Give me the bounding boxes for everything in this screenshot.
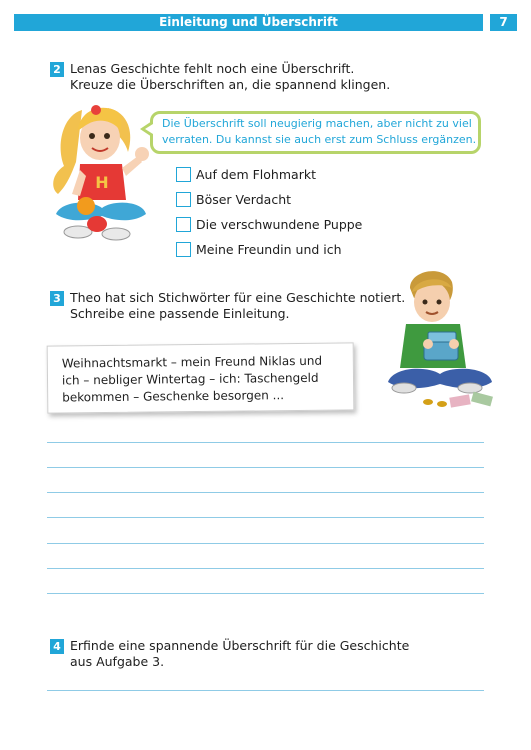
- boy-theo-illustration: [384, 264, 504, 412]
- task2-instruction-line2: Kreuze die Überschriften an, die spannend klingen.: [70, 77, 391, 92]
- writing-line[interactable]: [47, 568, 484, 569]
- writing-line[interactable]: [47, 517, 484, 518]
- option-label: Meine Freundin und ich: [196, 242, 342, 257]
- writing-line[interactable]: [47, 442, 484, 443]
- checkbox[interactable]: [176, 167, 191, 182]
- option-label: Die verschwundene Puppe: [196, 217, 363, 232]
- checkbox[interactable]: [176, 217, 191, 232]
- writing-line[interactable]: [47, 492, 484, 493]
- writing-line[interactable]: [47, 467, 484, 468]
- option-label: Böser Verdacht: [196, 192, 292, 207]
- hint-text-line1: Die Überschrift soll neugierig machen, aber nicht zu viel: [162, 117, 472, 130]
- task3-instruction-line2: Schreibe eine passende Einleitung.: [70, 306, 290, 321]
- writing-line[interactable]: [47, 593, 484, 594]
- note-line-3: bekommen – Geschenke besorgen ...: [62, 388, 285, 405]
- task4-instruction-line1: Erfinde eine spannende Überschrift für die Geschichte: [70, 638, 410, 653]
- header-title: Einleitung und Überschrift: [14, 14, 483, 31]
- page-number: 7: [490, 14, 517, 31]
- writing-line[interactable]: [47, 543, 484, 544]
- note-line-2: ich – nebliger Wintertag – ich: Taschengeld: [61, 370, 319, 388]
- svg-text:H: H: [95, 173, 109, 192]
- task2-instruction-line1: Lenas Geschichte fehlt noch eine Überschrift.: [70, 61, 355, 76]
- checkbox[interactable]: [176, 192, 191, 207]
- checkbox[interactable]: [176, 242, 191, 257]
- task-number-3: 3: [50, 291, 64, 306]
- option-label: Auf dem Flohmarkt: [196, 167, 316, 182]
- task-number-2: 2: [50, 62, 64, 77]
- note-line-1: Weihnachtsmarkt – mein Freund Niklas und: [61, 353, 323, 371]
- task-number-4: 4: [50, 639, 64, 654]
- task3-instruction-line1: Theo hat sich Stichwörter für eine Geschichte notiert.: [70, 290, 406, 305]
- hint-text-line2: verraten. Du kannst sie auch erst zum Schluss ergänzen.: [162, 133, 477, 146]
- notes-card: [47, 342, 355, 413]
- task4-instruction-line2: aus Aufgabe 3.: [70, 654, 165, 669]
- writing-line-task4[interactable]: [47, 690, 484, 691]
- girl-lena-illustration: [42, 96, 152, 248]
